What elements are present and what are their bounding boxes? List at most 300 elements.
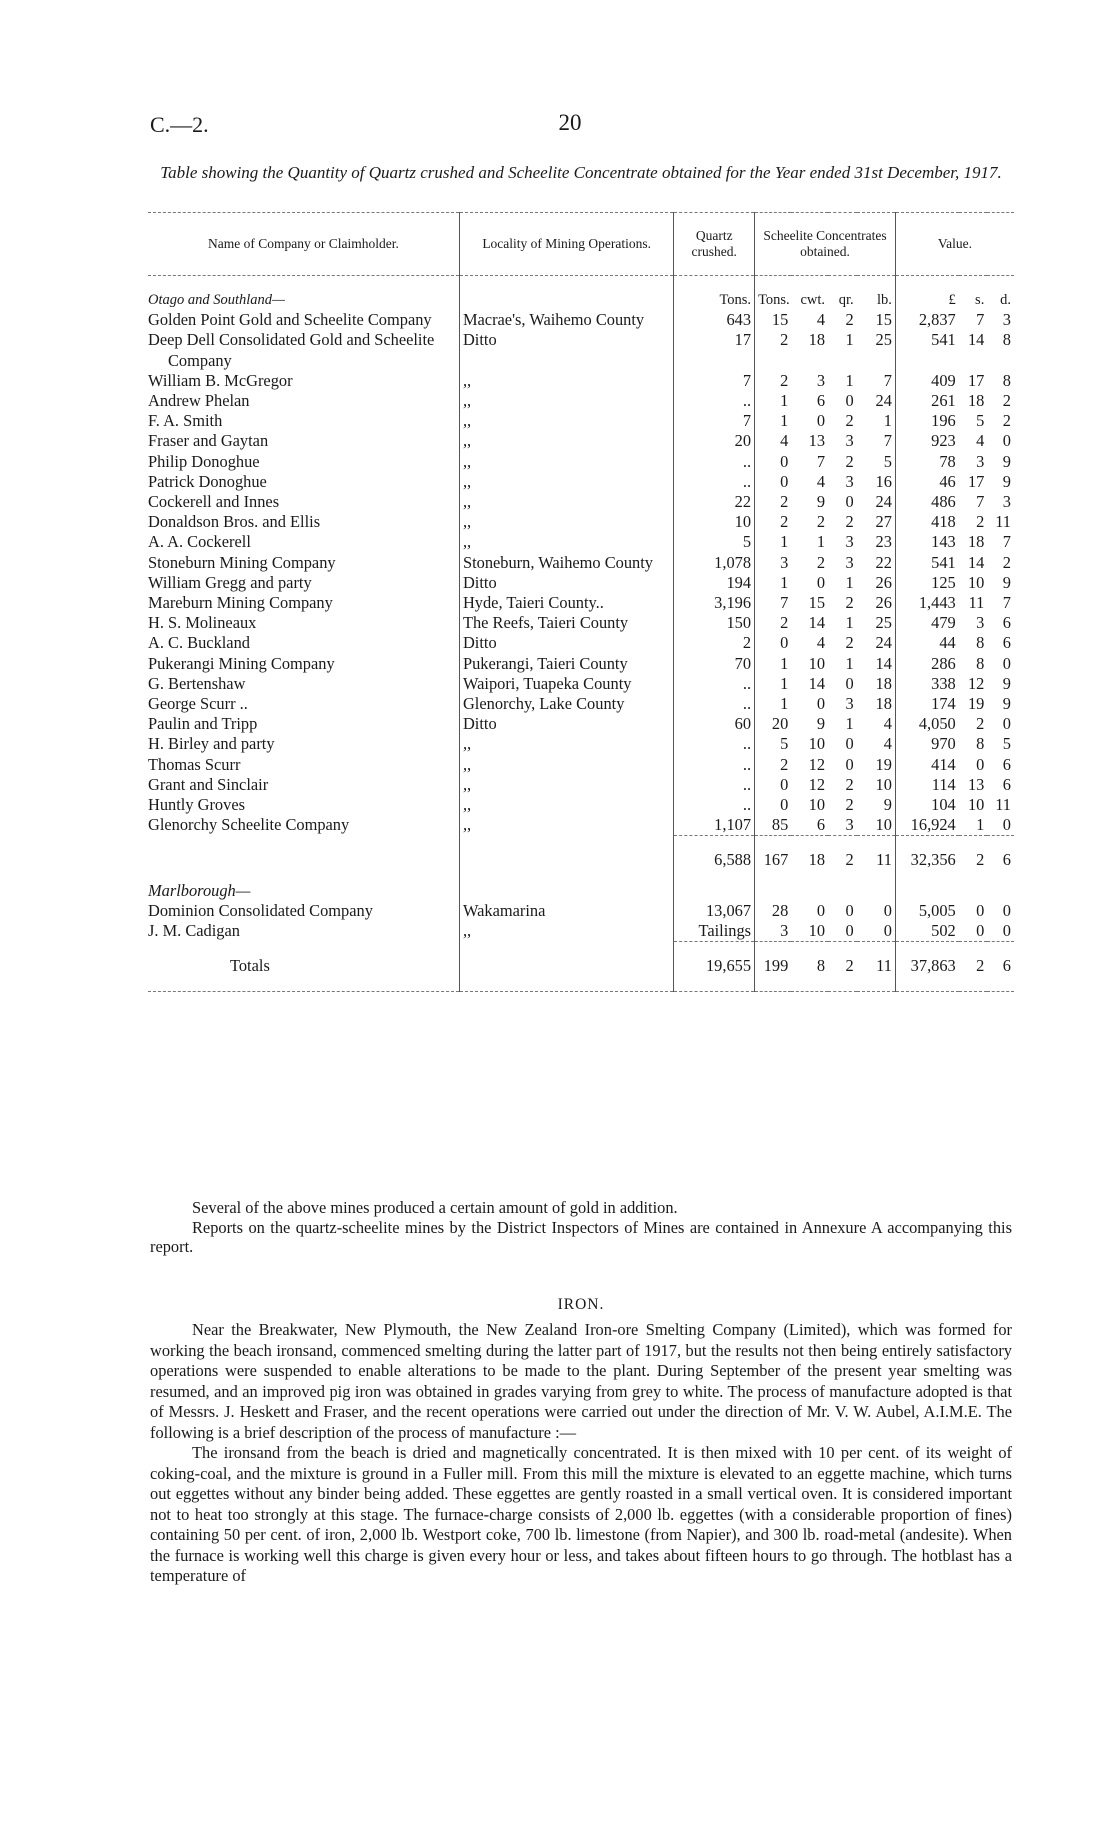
quartz-cell: .. xyxy=(674,775,755,795)
locality: ,, xyxy=(462,431,472,451)
quartz-cell: 5 xyxy=(674,532,755,552)
pence-cell: 0 xyxy=(1002,815,1011,835)
region-otago: Otago and Southland— xyxy=(148,292,285,308)
quartz-cell: 3,196 xyxy=(674,593,755,613)
locality-cell xyxy=(459,613,673,633)
company-name-cell xyxy=(148,921,459,942)
locality-cell xyxy=(459,654,673,674)
cwt-cell: 12 xyxy=(808,754,826,774)
qr-cell: 0 xyxy=(845,754,854,774)
cwt-cell: 3 xyxy=(816,370,826,390)
total-shillings-cell: 2 xyxy=(959,942,988,991)
lb-cell: 24 xyxy=(875,391,892,411)
quartz-cell: 20 xyxy=(674,431,755,451)
cwt-cell: 2 xyxy=(816,512,826,532)
locality-cell xyxy=(459,714,673,734)
pounds-cell: 970 xyxy=(895,734,958,754)
sch-tons-cell: 1 xyxy=(755,411,792,431)
shillings-cell: 18 xyxy=(967,532,985,552)
sch-tons-cell: 1 xyxy=(755,391,792,411)
pence-cell: 9 xyxy=(1002,471,1011,491)
company-name-cell xyxy=(148,310,459,330)
company-name-cell xyxy=(148,532,459,552)
locality-cell xyxy=(459,492,673,512)
sch-tons-cell: 15 xyxy=(755,310,792,330)
pence-cell: 0 xyxy=(1002,431,1011,451)
shillings-cell: 1 xyxy=(976,815,985,835)
pounds-cell: 5,005 xyxy=(895,901,958,921)
shillings-cell: 19 xyxy=(967,694,985,714)
pounds-cell: 44 xyxy=(895,633,958,653)
company-name-cell xyxy=(148,573,459,593)
qr-cell: 1 xyxy=(845,613,854,633)
pence-cell: 11 xyxy=(995,795,1011,815)
locality-cell xyxy=(459,775,673,795)
company-name: Deep Dell Consolidated Gold and Scheelite Company xyxy=(148,330,435,370)
locality: ,, xyxy=(462,921,472,941)
qr-cell: 1 xyxy=(845,572,854,592)
company-name-cell xyxy=(148,391,459,411)
unit-lb: lb. xyxy=(877,292,892,308)
lb-cell: 18 xyxy=(875,673,892,693)
company-name-cell xyxy=(148,371,459,391)
pounds-cell: 418 xyxy=(895,512,958,532)
lb-cell: 1 xyxy=(883,411,892,431)
company-name-cell xyxy=(148,330,459,370)
shillings-cell: 8 xyxy=(976,734,985,754)
table-row xyxy=(148,532,1014,552)
cwt-cell: 6 xyxy=(816,815,826,835)
locality: Stoneburn, Waihemo County xyxy=(462,552,653,572)
cwt-cell: 13 xyxy=(808,431,826,451)
company-name: F. A. Smith xyxy=(148,411,223,431)
region-marlborough: Marlborough— xyxy=(148,880,251,900)
quartz-cell: 1,107 xyxy=(674,815,755,836)
qr-cell: 3 xyxy=(845,815,854,835)
table-row xyxy=(148,391,1014,411)
company-name-cell xyxy=(148,734,459,754)
lb-cell: 25 xyxy=(875,613,892,633)
shillings-cell: 10 xyxy=(967,795,985,815)
qr-cell: 0 xyxy=(845,492,854,512)
company-name-cell xyxy=(148,901,459,921)
locality-cell xyxy=(459,532,673,552)
locality-cell xyxy=(459,734,673,754)
unit-cwt: cwt. xyxy=(800,292,826,308)
sch-tons-cell: 3 xyxy=(755,921,792,942)
locality: Macrae's, Waihemo County xyxy=(462,310,645,330)
paragraph: The ironsand from the beach is dried and magnetically concentrated. It is then mixed with 10 per cent. of its weight of coking-coal, and the mixture is ground in a Fuller mill. From this mill the mixture is elevated to an eggette machine, which turns out eggettes without any binder being added. These eggettes are gently roasted in a small vertical oven. It is considered important not to heat too strongly at this stage. The furnace-charge consists of 2,000 lb. eggettes (with a considerable proportion of fines) containing 50 per cent. of iron, 2,000 lb. Westport coke, 700 lb. limestone (from Napier), and 300 lb. road-metal (andesite). When the furnace is working well this charge is given every hour or less, and takes about fifteen hours to go through. The hotblast has a temperature of xyxy=(150,1443,1012,1585)
pounds-cell: 2,837 xyxy=(895,310,958,330)
subtotal-sch-tons-cell: 167 xyxy=(755,836,792,881)
lb-cell: 27 xyxy=(875,512,892,532)
quartz-cell: .. xyxy=(674,674,755,694)
qr-cell: 1 xyxy=(845,370,854,390)
lb-cell: 7 xyxy=(883,431,892,451)
cwt-cell: 4 xyxy=(816,633,826,653)
sch-tons-cell: 1 xyxy=(755,674,792,694)
sch-tons-cell: 2 xyxy=(755,512,792,532)
qr-cell: 3 xyxy=(845,471,854,491)
sch-tons-cell: 2 xyxy=(755,492,792,512)
lb-cell: 22 xyxy=(875,552,892,572)
locality: ,, xyxy=(462,411,472,431)
locality: ,, xyxy=(462,492,472,512)
pounds-cell: 541 xyxy=(895,553,958,573)
pounds-cell: 261 xyxy=(895,391,958,411)
locality: Glenorchy, Lake County xyxy=(462,694,625,714)
pence-cell: 2 xyxy=(1002,411,1011,431)
locality-cell xyxy=(459,795,673,815)
sch-tons-cell: 0 xyxy=(755,633,792,653)
table-row xyxy=(148,795,1014,815)
shillings-cell: 17 xyxy=(967,471,985,491)
sch-tons-cell: 1 xyxy=(755,654,792,674)
qr-cell: 0 xyxy=(845,391,854,411)
table-row xyxy=(148,310,1014,330)
company-name-cell xyxy=(148,472,459,492)
table-row xyxy=(148,775,1014,795)
lb-cell: 0 xyxy=(883,921,892,941)
table-row xyxy=(148,633,1014,653)
region-row xyxy=(148,881,1014,901)
company-name: Paulin and Tripp xyxy=(148,714,258,734)
locality: Ditto xyxy=(462,633,497,653)
lb-cell: 26 xyxy=(875,572,892,592)
locality: Pukerangi, Taieri County xyxy=(462,653,628,673)
company-name: H. Birley and party xyxy=(148,734,275,754)
pence-cell: 9 xyxy=(1002,673,1011,693)
notes-block xyxy=(150,1198,1012,1257)
quartz-cell: 7 xyxy=(674,411,755,431)
pounds-cell: 125 xyxy=(895,573,958,593)
pence-cell: 6 xyxy=(1002,754,1011,774)
locality-cell xyxy=(459,411,673,431)
quartz-cell: 10 xyxy=(674,512,755,532)
sch-tons-cell: 85 xyxy=(755,815,792,836)
pounds-cell: 541 xyxy=(895,330,958,370)
note-line: Reports on the quartz-scheelite mines by the District Inspectors of Mines are contained in Annexure A accompanying this report. xyxy=(150,1217,1012,1257)
qr-cell: 0 xyxy=(845,734,854,754)
pence-cell: 2 xyxy=(1002,391,1011,411)
quartz-cell: Tailings xyxy=(674,921,755,942)
company-name-cell xyxy=(148,411,459,431)
company-name-cell xyxy=(148,755,459,775)
pounds-cell: 486 xyxy=(895,492,958,512)
company-name-cell xyxy=(148,694,459,714)
locality: Hyde, Taieri County.. xyxy=(462,593,604,613)
locality-cell xyxy=(459,694,673,714)
total-quartz-cell: 19,655 xyxy=(674,942,755,991)
table-row xyxy=(148,901,1014,921)
table-row xyxy=(148,512,1014,532)
pence-cell: 6 xyxy=(1002,774,1011,794)
locality-cell xyxy=(459,674,673,694)
lb-cell: 4 xyxy=(883,734,892,754)
locality-cell xyxy=(459,431,673,451)
company-name: Patrick Donoghue xyxy=(148,471,267,491)
pence-cell: 8 xyxy=(1002,370,1011,390)
subtotal-cwt-cell: 18 xyxy=(791,836,828,881)
page-reference: C.—2. xyxy=(150,112,209,137)
company-name-cell xyxy=(148,492,459,512)
pence-cell: 9 xyxy=(1002,694,1011,714)
sch-tons-cell: 28 xyxy=(755,901,792,921)
quartz-cell: .. xyxy=(674,755,755,775)
shillings-cell: 5 xyxy=(976,411,985,431)
company-name-cell xyxy=(148,593,459,613)
locality: ,, xyxy=(462,532,472,552)
table-row xyxy=(148,694,1014,714)
company-name: Pukerangi Mining Company xyxy=(148,653,335,673)
qr-cell: 3 xyxy=(845,431,854,451)
table-row xyxy=(148,674,1014,694)
subtotal-pence-cell: 6 xyxy=(987,836,1014,881)
shillings-cell: 14 xyxy=(967,330,985,350)
subtotal-quartz-cell: 6,588 xyxy=(674,836,755,881)
table-row xyxy=(148,734,1014,754)
locality-cell xyxy=(459,452,673,472)
locality-cell xyxy=(459,815,673,836)
company-name: Donaldson Bros. and Ellis xyxy=(148,512,321,532)
lb-cell: 10 xyxy=(875,774,892,794)
locality-cell xyxy=(459,310,673,330)
header-locality: Locality of Mining Operations. xyxy=(459,213,673,276)
total-qr-cell: 2 xyxy=(828,942,857,991)
total-pounds-cell: 37,863 xyxy=(895,942,958,991)
paragraph: Near the Breakwater, New Plymouth, the New Zealand Iron-ore Smelting Company (Limited), which was formed for working the beach ironsand, commenced smelting during the latter part of 1917, but the results not then being entirely satisfactory operations were suspended to enable alterations to be made to the plant. During September of the present year smelting was resumed, and an improved pig iron was obtained in grades varying from grey to white. The process of manufacture adopted is that of Messrs. J. Heskett and Fraser, and the recent operations were carried out under the direction of Mr. V. W. Aubel, A.I.M.E. The following is a brief description of the process of manufacture :— xyxy=(150,1320,1012,1442)
locality-cell xyxy=(459,633,673,653)
locality: Ditto xyxy=(462,330,497,350)
company-name-cell xyxy=(148,633,459,653)
locality: Ditto xyxy=(462,572,497,592)
company-name: A. A. Cockerell xyxy=(148,532,251,552)
company-name: Cockerell and Innes xyxy=(148,492,280,512)
sch-tons-cell: 3 xyxy=(755,553,792,573)
qr-cell: 1 xyxy=(845,330,854,350)
lb-cell: 25 xyxy=(875,330,892,350)
lb-cell: 10 xyxy=(875,815,892,835)
company-name: Philip Donoghue xyxy=(148,451,260,471)
qr-cell: 1 xyxy=(845,714,854,734)
pounds-cell: 1,443 xyxy=(895,593,958,613)
header-name: Name of Company or Claimholder. xyxy=(148,213,459,276)
shillings-cell: 2 xyxy=(976,714,985,734)
cwt-cell: 9 xyxy=(816,492,826,512)
company-name: Thomas Scurr xyxy=(148,754,241,774)
sch-tons-cell: 1 xyxy=(755,532,792,552)
pounds-cell: 923 xyxy=(895,431,958,451)
sch-tons-cell: 20 xyxy=(755,714,792,734)
qr-cell: 2 xyxy=(845,411,854,431)
qr-cell: 2 xyxy=(845,593,854,613)
table-row xyxy=(148,613,1014,633)
totals-label: Totals xyxy=(148,942,459,991)
lb-cell: 5 xyxy=(883,451,892,471)
cwt-cell: 10 xyxy=(808,734,826,754)
lb-cell: 9 xyxy=(883,795,892,815)
locality-cell xyxy=(459,472,673,492)
subtotal-pounds-cell: 32,356 xyxy=(895,836,958,881)
company-name-cell xyxy=(148,714,459,734)
locality: ,, xyxy=(462,734,472,754)
note-line: Several of the above mines produced a certain amount of gold in addition. xyxy=(192,1198,678,1217)
unit-sch-tons: Tons. xyxy=(755,276,792,311)
pence-cell: 7 xyxy=(1002,532,1011,552)
lb-cell: 18 xyxy=(875,694,892,714)
section-heading: IRON. xyxy=(557,1296,605,1313)
company-name: William B. McGregor xyxy=(148,370,293,390)
quartz-cell: .. xyxy=(674,734,755,754)
locality-cell xyxy=(459,921,673,942)
cwt-cell: 14 xyxy=(808,673,826,693)
subtotal-row xyxy=(148,836,1014,881)
table-row xyxy=(148,815,1014,836)
unit-pence: d. xyxy=(1000,292,1011,308)
company-name: Dominion Consolidated Company xyxy=(148,900,373,920)
sch-tons-cell: 7 xyxy=(755,593,792,613)
company-name: George Scurr .. xyxy=(148,694,248,714)
pounds-cell: 114 xyxy=(895,775,958,795)
sch-tons-cell: 1 xyxy=(755,694,792,714)
qr-cell: 0 xyxy=(845,673,854,693)
shillings-cell: 13 xyxy=(967,774,985,794)
cwt-cell: 0 xyxy=(816,900,826,920)
total-pence-cell: 6 xyxy=(987,942,1014,991)
pence-cell: 8 xyxy=(1002,330,1011,350)
subtotal-qr-cell: 2 xyxy=(828,836,857,881)
sch-tons-cell: 5 xyxy=(755,734,792,754)
table-row xyxy=(148,921,1014,942)
page-number: 20 xyxy=(558,110,582,135)
qr-cell: 2 xyxy=(845,633,854,653)
pounds-cell: 409 xyxy=(895,371,958,391)
cwt-cell: 2 xyxy=(816,552,826,572)
qr-cell: 2 xyxy=(845,512,854,532)
pence-cell: 9 xyxy=(1002,451,1011,471)
locality: ,, xyxy=(462,754,472,774)
table-row xyxy=(148,492,1014,512)
qr-cell: 3 xyxy=(845,694,854,714)
table-row xyxy=(148,472,1014,492)
company-name: Glenorchy Scheelite Company xyxy=(148,815,350,835)
locality-cell xyxy=(459,901,673,921)
pence-cell: 3 xyxy=(1002,492,1011,512)
header-value: Value. xyxy=(895,213,1014,276)
shillings-cell: 18 xyxy=(967,391,985,411)
table-row xyxy=(148,431,1014,451)
quartz-cell: .. xyxy=(674,795,755,815)
company-name-cell xyxy=(148,674,459,694)
cwt-cell: 1 xyxy=(816,532,826,552)
table-row xyxy=(148,371,1014,391)
sch-tons-cell: 2 xyxy=(755,613,792,633)
cwt-cell: 10 xyxy=(808,653,826,673)
table-row xyxy=(148,411,1014,431)
lb-cell: 4 xyxy=(883,714,892,734)
company-name: H. S. Molineaux xyxy=(148,613,257,633)
pounds-cell: 78 xyxy=(895,452,958,472)
cwt-cell: 9 xyxy=(816,714,826,734)
company-name: Golden Point Gold and Scheelite Company xyxy=(148,310,432,330)
locality: Ditto xyxy=(462,714,497,734)
cwt-cell: 10 xyxy=(808,921,826,941)
total-lb-cell: 11 xyxy=(857,942,896,991)
pence-cell: 7 xyxy=(1002,593,1011,613)
locality: ,, xyxy=(462,451,472,471)
shillings-cell: 11 xyxy=(968,593,985,613)
shillings-cell: 7 xyxy=(976,310,985,330)
qr-cell: 0 xyxy=(845,900,854,920)
lb-cell: 23 xyxy=(875,532,892,552)
qr-cell: 2 xyxy=(845,310,854,330)
quartz-cell: 7 xyxy=(674,371,755,391)
pence-cell: 11 xyxy=(995,512,1011,532)
locality: ,, xyxy=(462,774,472,794)
company-name: Mareburn Mining Company xyxy=(148,593,333,613)
locality-cell xyxy=(459,330,673,370)
company-name-cell xyxy=(148,815,459,836)
table-body xyxy=(148,276,1014,992)
quartz-cell: 194 xyxy=(674,573,755,593)
quartz-cell: .. xyxy=(674,694,755,714)
sch-tons-cell: 1 xyxy=(755,573,792,593)
pounds-cell: 286 xyxy=(895,654,958,674)
quartz-cell: 643 xyxy=(674,310,755,330)
pence-cell: 3 xyxy=(1002,310,1011,330)
shillings-cell: 0 xyxy=(976,921,985,941)
cwt-cell: 4 xyxy=(816,310,826,330)
quartz-cell: .. xyxy=(674,472,755,492)
total-cwt-cell: 8 xyxy=(791,942,828,991)
locality: ,, xyxy=(462,370,472,390)
locality-cell xyxy=(459,593,673,613)
shillings-cell: 3 xyxy=(976,613,985,633)
quartz-cell: 70 xyxy=(674,654,755,674)
shillings-cell: 4 xyxy=(976,431,985,451)
company-name: Huntly Groves xyxy=(148,795,245,815)
cwt-cell: 15 xyxy=(808,593,826,613)
company-name-cell xyxy=(148,775,459,795)
company-name: William Gregg and party xyxy=(148,572,312,592)
shillings-cell: 3 xyxy=(976,451,985,471)
locality: ,, xyxy=(462,815,472,835)
pounds-cell: 46 xyxy=(895,472,958,492)
pounds-cell: 174 xyxy=(895,694,958,714)
lb-cell: 15 xyxy=(875,310,892,330)
lb-cell: 26 xyxy=(875,593,892,613)
pence-cell: 9 xyxy=(1002,572,1011,592)
table-row xyxy=(148,654,1014,674)
locality: Wakamarina xyxy=(462,900,546,920)
shillings-cell: 12 xyxy=(967,673,985,693)
pence-cell: 0 xyxy=(1002,921,1011,941)
table-row xyxy=(148,755,1014,775)
qr-cell: 3 xyxy=(845,532,854,552)
company-name-cell xyxy=(148,431,459,451)
sch-tons-cell: 2 xyxy=(755,371,792,391)
table-row xyxy=(148,573,1014,593)
sch-tons-cell: 4 xyxy=(755,431,792,451)
pounds-cell: 104 xyxy=(895,795,958,815)
unit-tons: Tons. xyxy=(674,276,755,311)
cwt-cell: 6 xyxy=(816,391,826,411)
company-name: G. Bertenshaw xyxy=(148,673,246,693)
cwt-cell: 0 xyxy=(816,572,826,592)
locality-cell xyxy=(459,512,673,532)
sch-tons-cell: 2 xyxy=(755,755,792,775)
table-row xyxy=(148,714,1014,734)
